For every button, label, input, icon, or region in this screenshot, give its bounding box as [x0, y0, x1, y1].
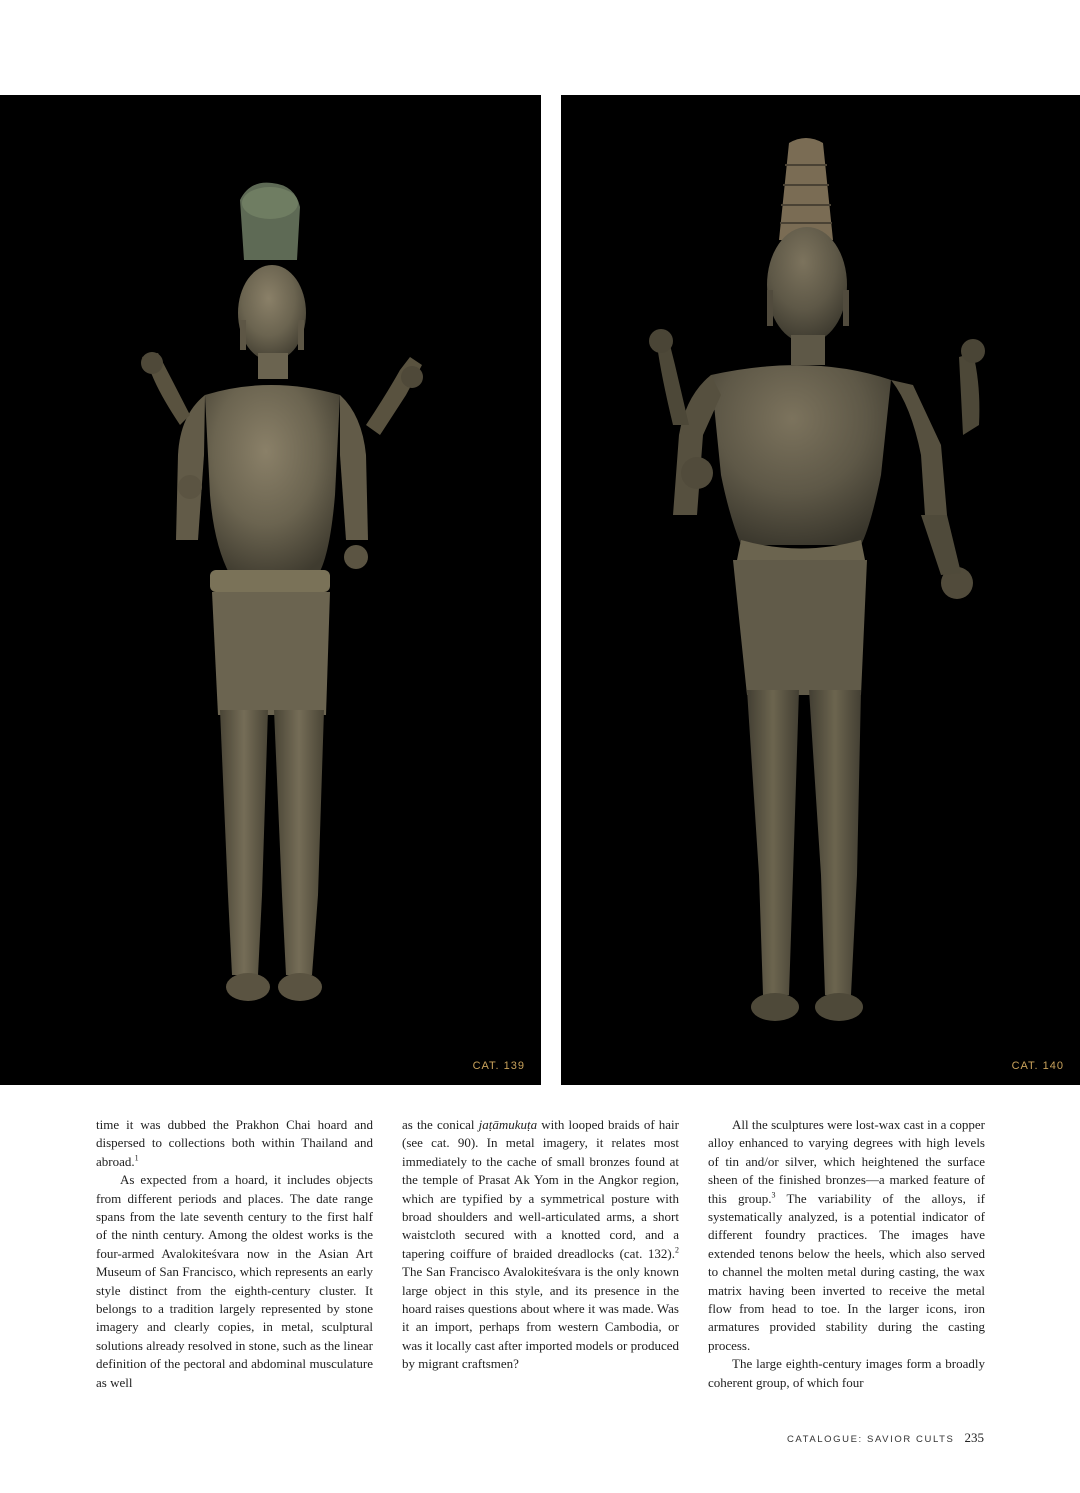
paragraph: The large eighth-century images form a broadly coherent group, of which four — [708, 1356, 985, 1390]
paragraph — [708, 1116, 985, 1355]
paragraph — [402, 1116, 679, 1374]
bronze-bodhisattva-figure-140 — [561, 95, 1080, 1085]
running-head: CATALOGUE: SAVIOR CULTS — [786, 1434, 955, 1445]
figure-cat-139 — [0, 95, 541, 1085]
paragraph-text: The San Francisco Avalokiteśvara is the only known large object in this style, and its presence in the hoard raises questions about where it was made. Was it an import, perhaps from western Cambodia, or was it locally cast after imported models or produced by migrant craftsmen? — [402, 1264, 679, 1372]
footnote-ref: 3 — [771, 1190, 776, 1200]
footnote-ref: 1 — [134, 1153, 139, 1163]
figure-caption-cat-139: CAT. 139 — [472, 1060, 525, 1072]
text-column-3 — [708, 1116, 985, 1392]
paragraph-text: All the sculptures were lost-wax cast in a copper alloy enhanced to varying degrees with high levels of tin and/or silver, which heightened the surface sheen of the finished bronzes—a marked feature of this group. — [708, 1117, 985, 1206]
page-number: 235 — [964, 1430, 984, 1445]
italic-term: jaṭāmukuṭa — [478, 1117, 538, 1132]
text-column-2 — [402, 1116, 679, 1374]
paragraph-text: time it was dubbed the Prakhon Chai hoard and dispersed to collections both within Thailand and abroad. — [96, 1117, 373, 1169]
bronze-bodhisattva-figure-139 — [0, 95, 541, 1085]
paragraph — [96, 1116, 373, 1171]
paragraph: As expected from a hoard, it includes objects from different periods and places. The date range spans from the late seventh century to the first half of the ninth century. Among the oldest works is the four-armed Avalokiteśvara now in the Asian Art Museum of San Francisco, which represents an early style distinct from the eighth-century cluster. It belongs to a tradition largely represented by stone imagery and clearly copies, in metal, sculptural solutions already resolved in stone, such as the linear definition of the pectoral and abdominal musculature as well — [96, 1172, 373, 1390]
figure-cat-140 — [561, 95, 1080, 1085]
page-footer — [787, 1430, 984, 1446]
paragraph-text: with looped braids of hair (see cat. 90). In metal imagery, it relates most immediately to the cache of small bronzes found at the temple of Prasat Ak Yom in the Angkor region, which are typified by a symmetrical posture with broad shoulders and well-articulated arms, a short waistcloth secured with a knotted cord, and a tapering coiffure of braided dreadlocks (cat. 132). — [402, 1117, 679, 1261]
figure-caption-cat-140: CAT. 140 — [1011, 1060, 1064, 1072]
paragraph-text: as the conical — [402, 1117, 479, 1132]
text-column-1 — [96, 1116, 373, 1392]
paragraph-text: The variability of the alloys, if systematically analyzed, is a potential indicator of different foundry practices. The images have extended tenons below the heels, which also served to channel the molten metal during casting, the wax matrix having been inverted to receive the metal flow from head to toe. In the larger icons, iron armatures provided stability during the casting process. — [708, 1190, 985, 1353]
footnote-ref: 2 — [675, 1245, 679, 1255]
